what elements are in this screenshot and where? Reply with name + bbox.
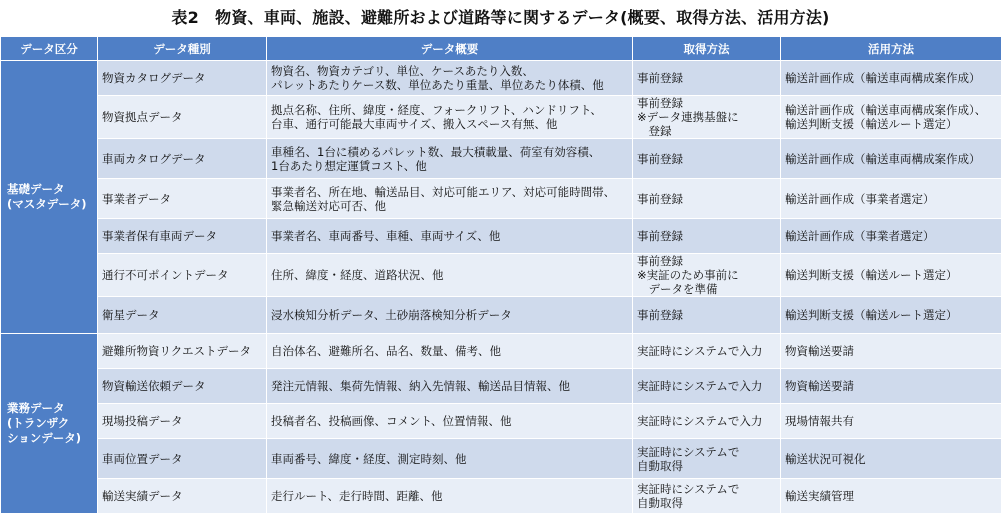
data-type-cell: 衛星データ	[98, 297, 267, 334]
summary-line: 1台あたり想定運賃コスト、他	[271, 158, 427, 173]
summary-line: パレットあたりケース数、単位あたり重量、単位あたり体積、他	[271, 78, 604, 92]
usage-line: 輸送計画作成（輸送車両構成案作成）	[785, 71, 981, 85]
summary-cell	[267, 439, 633, 479]
summary-cell	[267, 61, 633, 96]
usage-line: 輸送計画作成（事業者選定）	[785, 229, 935, 243]
acquisition-cell	[633, 139, 781, 179]
summary-line: 緊急輸送対応可否、他	[271, 198, 386, 213]
acquisition-line: 事前登録	[637, 151, 683, 166]
acquisition-line: 実証時にシステムで入力	[637, 379, 763, 393]
acquisition-line: 事前登録	[637, 191, 683, 206]
acquisition-line: 事前登録	[637, 308, 683, 322]
usage-line: 物資輸送要請	[785, 344, 854, 358]
usage-line: 現場情報共有	[785, 414, 854, 428]
data-type-cell: 事業者保有車両データ	[98, 219, 267, 254]
acquisition-line: 事前登録	[637, 96, 683, 110]
usage-line: 輸送計画作成（輸送車両構成案作成）	[785, 151, 981, 166]
header-acquisition: 取得方法	[633, 37, 781, 61]
data-type-cell: 事業者データ	[98, 179, 267, 219]
usage-line: 輸送判断支援（輸送ルート選定）	[785, 117, 958, 131]
acquisition-line: 自動取得	[637, 496, 683, 510]
summary-line: 拠点名称、住所、緯度・経度、フォークリフト、ハンドリフト、	[271, 103, 602, 117]
acquisition-cell	[633, 96, 781, 139]
category-cell	[1, 334, 98, 514]
data-type-cell: 避難所物資リクエストデータ	[98, 334, 267, 369]
usage-cell	[781, 254, 1001, 297]
summary-line: 車両番号、緯度・経度、測定時刻、他	[271, 451, 467, 466]
summary-line: 投稿者名、投稿画像、コメント、位置情報、他	[271, 414, 512, 428]
table-body	[1, 61, 1001, 514]
table-row	[1, 179, 1001, 219]
acquisition-cell	[633, 479, 781, 514]
table-row	[1, 61, 1001, 96]
usage-cell	[781, 179, 1001, 219]
category-line: 基礎データ	[7, 182, 65, 196]
usage-cell	[781, 297, 1001, 334]
summary-line: 事業者名、所在地、輸送品目、対応可能エリア、対応可能時間帯、	[271, 184, 616, 199]
summary-line: 物資名、物資カテゴリ、単位、ケースあたり入数、	[271, 64, 534, 78]
usage-line: 物資輸送要請	[785, 379, 854, 393]
header-usage: 活用方法	[781, 37, 1001, 61]
table-row	[1, 96, 1001, 139]
acquisition-line: データを準備	[637, 282, 718, 296]
acquisition-cell	[633, 61, 781, 96]
acquisition-cell	[633, 254, 781, 297]
category-line: (トランザク	[7, 416, 70, 430]
category-line: ションデータ)	[7, 431, 82, 445]
header-summary: データ概要	[267, 37, 633, 61]
usage-line: 輸送計画作成（事業者選定）	[785, 191, 935, 206]
summary-cell	[267, 369, 633, 404]
acquisition-cell	[633, 179, 781, 219]
acquisition-line: ※データ連携基盤に	[637, 110, 739, 124]
header-row	[1, 37, 1001, 61]
acquisition-cell	[633, 334, 781, 369]
data-type-cell: 輸送実績データ	[98, 479, 267, 514]
acquisition-line: 実証時にシステムで入力	[637, 344, 763, 358]
table-row	[1, 369, 1001, 404]
summary-cell	[267, 254, 633, 297]
header-type: データ種別	[98, 37, 267, 61]
acquisition-line: 実証時にシステムで	[637, 482, 740, 496]
table-row	[1, 297, 1001, 334]
usage-cell	[781, 479, 1001, 514]
data-type-cell: 物資拠点データ	[98, 96, 267, 139]
data-table	[0, 36, 1001, 514]
table-row	[1, 139, 1001, 179]
summary-line: 浸水検知分析データ、土砂崩落検知分析データ	[271, 308, 512, 322]
usage-line: 輸送判断支援（輸送ルート選定）	[785, 268, 958, 282]
usage-cell	[781, 404, 1001, 439]
summary-line: 事業者名、車両番号、車種、車両サイズ、他	[271, 229, 501, 243]
data-type-cell: 通行不可ポイントデータ	[98, 254, 267, 297]
acquisition-cell	[633, 404, 781, 439]
acquisition-line: 登録	[637, 124, 672, 138]
summary-line: 走行ルート、走行時間、距離、他	[271, 489, 443, 503]
acquisition-line: 事前登録	[637, 254, 683, 268]
acquisition-cell	[633, 219, 781, 254]
summary-cell	[267, 334, 633, 369]
usage-line: 輸送実績管理	[785, 489, 854, 503]
summary-line: 車種名、1台に積めるパレット数、最大積載量、荷室有効容積、	[271, 144, 601, 159]
usage-line: 輸送計画作成（輸送車両構成案作成）、	[785, 103, 987, 117]
usage-cell	[781, 139, 1001, 179]
category-cell	[1, 61, 98, 334]
table-row	[1, 254, 1001, 297]
table-row	[1, 404, 1001, 439]
usage-cell	[781, 369, 1001, 404]
summary-cell	[267, 219, 633, 254]
table-row	[1, 479, 1001, 514]
acquisition-cell	[633, 297, 781, 334]
summary-cell	[267, 404, 633, 439]
acquisition-line: 自動取得	[637, 458, 683, 473]
table-title: 表2 物資、車両、施設、避難所および道路等に関するデータ(概要、取得方法、活用方法)	[171, 8, 830, 27]
usage-cell	[781, 334, 1001, 369]
table-row	[1, 439, 1001, 479]
usage-cell	[781, 96, 1001, 139]
summary-cell	[267, 96, 633, 139]
data-type-cell: 車両位置データ	[98, 439, 267, 479]
acquisition-cell	[633, 439, 781, 479]
category-line: (マスタデータ)	[7, 197, 87, 211]
acquisition-cell	[633, 369, 781, 404]
summary-cell	[267, 139, 633, 179]
summary-line: 自治体名、避難所名、品名、数量、備考、他	[271, 344, 501, 358]
data-type-cell: 物資輸送依頼データ	[98, 369, 267, 404]
summary-line: 発注元情報、集荷先情報、納入先情報、輸送品目情報、他	[271, 379, 570, 393]
summary-cell	[267, 179, 633, 219]
acquisition-line: 実証時にシステムで入力	[637, 414, 763, 428]
usage-line: 輸送判断支援（輸送ルート選定）	[785, 308, 958, 322]
data-type-cell: 物資カタログデータ	[98, 61, 267, 96]
acquisition-line: ※実証のため事前に	[637, 268, 739, 282]
category-line: 業務データ	[7, 401, 65, 415]
data-type-cell: 車両カタログデータ	[98, 139, 267, 179]
usage-cell	[781, 61, 1001, 96]
summary-line: 住所、緯度・経度、道路状況、他	[271, 268, 444, 282]
usage-cell	[781, 439, 1001, 479]
acquisition-line: 実証時にシステムで	[637, 444, 740, 459]
summary-cell	[267, 479, 633, 514]
header-category: データ区分	[1, 37, 98, 61]
table-row	[1, 334, 1001, 369]
summary-line: 台車、通行可能最大車両サイズ、搬入スペース有無、他	[271, 117, 558, 131]
usage-cell	[781, 219, 1001, 254]
summary-cell	[267, 297, 633, 334]
table-row	[1, 219, 1001, 254]
acquisition-line: 事前登録	[637, 71, 683, 85]
data-type-cell: 現場投稿データ	[98, 404, 267, 439]
acquisition-line: 事前登録	[637, 229, 683, 243]
usage-line: 輸送状況可視化	[785, 451, 866, 466]
